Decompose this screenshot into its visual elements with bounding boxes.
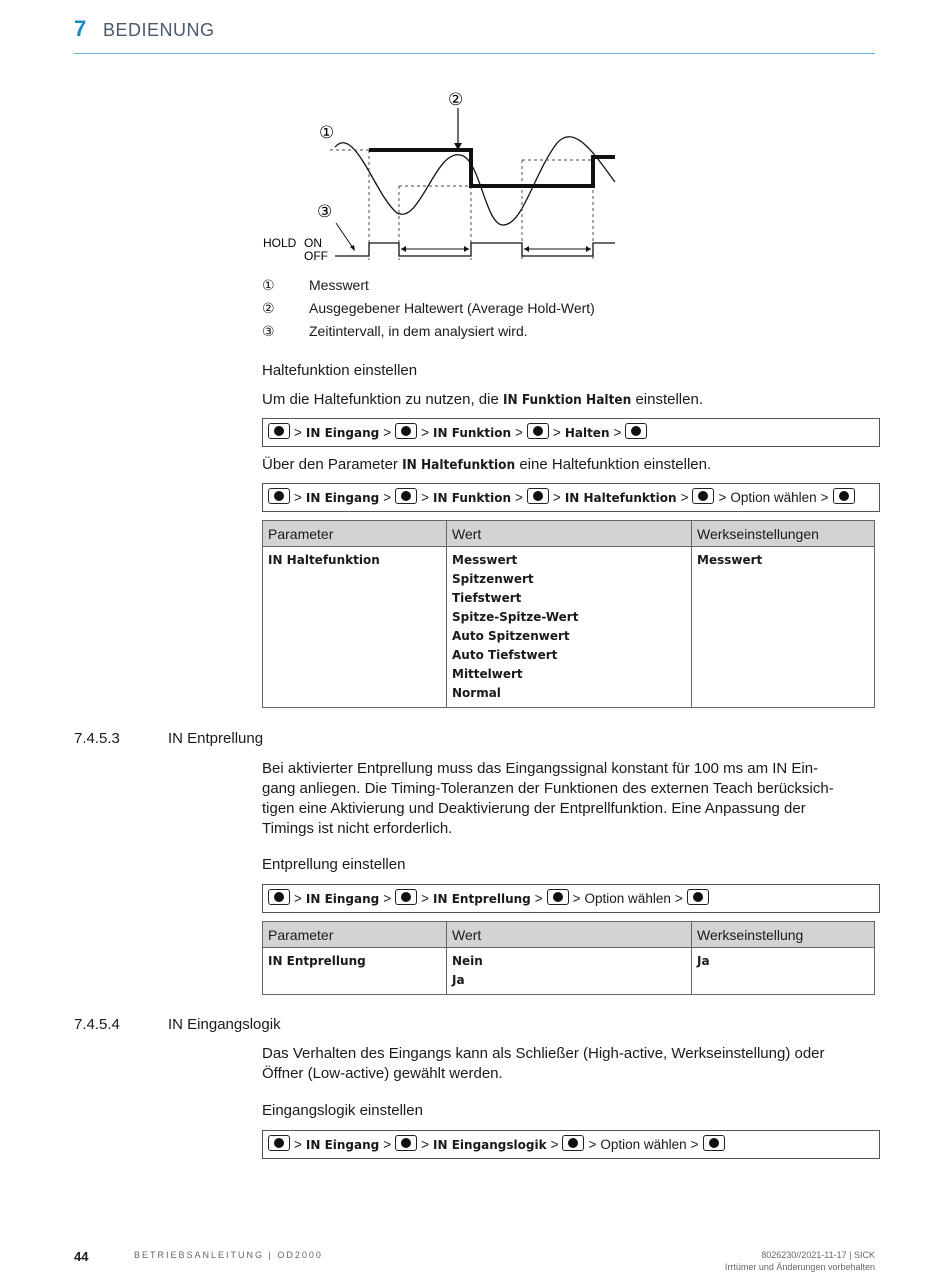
menu-path-hold-param: > IN Eingang > > IN Funktion > > IN Haltefunktion > > Option wählen > bbox=[262, 483, 880, 512]
table-row bbox=[263, 547, 875, 708]
column-header: Parameter bbox=[263, 521, 447, 547]
column-header: Wert bbox=[447, 521, 692, 547]
column-header: Werkseinstellung bbox=[692, 922, 875, 948]
footer-reference: 8026230//2021-11-17 | SICK bbox=[761, 1250, 875, 1260]
legend-symbol: ① bbox=[262, 277, 275, 293]
param-cell: IN Entprellung bbox=[263, 948, 447, 995]
default-cell: Messwert bbox=[692, 547, 875, 708]
enter-key-icon bbox=[562, 1135, 584, 1151]
section-title: IN Entprellung bbox=[168, 730, 264, 747]
enter-key-icon bbox=[268, 488, 290, 504]
hold-param-text: Über den Parameter IN Haltefunktion eine Haltefunktion einstellen. bbox=[262, 456, 712, 473]
legend-item bbox=[262, 277, 369, 294]
page-number: 44 bbox=[74, 1249, 89, 1264]
column-header: Wert bbox=[447, 922, 692, 948]
default-cell: Ja bbox=[692, 948, 875, 995]
input-logic-description: Das Verhalten des Eingangs kann als Schließer (High-active, Werkseinstellung) oder Öffner (Low-active) gewählt werden. bbox=[262, 1045, 825, 1082]
legend-symbol: ③ bbox=[262, 323, 275, 339]
enter-key-icon bbox=[268, 1135, 290, 1151]
diagram-marker-1: ① bbox=[319, 123, 335, 143]
enter-key-icon bbox=[687, 889, 709, 905]
chapter-title: BEDIENUNG bbox=[103, 20, 215, 40]
enter-key-icon bbox=[395, 889, 417, 905]
diagram-on-label: ON bbox=[304, 236, 322, 250]
enter-key-icon bbox=[268, 423, 290, 439]
enter-key-icon bbox=[395, 423, 417, 439]
hold-intro-text: Um die Haltefunktion zu nutzen, die IN Funktion Halten einstellen. bbox=[262, 391, 703, 408]
hold-parameter-table bbox=[262, 520, 875, 708]
column-header: Parameter bbox=[263, 922, 447, 948]
footer-document-title: BETRIEBSANLEITUNG | OD2000 bbox=[134, 1250, 323, 1260]
footer-disclaimer: Irrtümer und Änderungen vorbehalten bbox=[724, 1262, 875, 1272]
header-rule bbox=[74, 53, 875, 54]
enter-key-icon bbox=[547, 889, 569, 905]
section-number: 7.4.5.4 bbox=[74, 1016, 120, 1033]
value-cell: Messwert Spitzenwert Tiefstwert Spitze-Spitze-Wert Auto Spitzenwert Auto Tiefstwert Mittelwert Normal bbox=[447, 547, 692, 708]
chapter-number: 7 bbox=[74, 16, 87, 41]
hold-function-diagram bbox=[255, 85, 625, 270]
enter-key-icon bbox=[395, 1135, 417, 1151]
legend-text: Messwert bbox=[309, 277, 369, 293]
param-cell: IN Haltefunktion bbox=[263, 547, 447, 708]
hold-subheading: Haltefunktion einstellen bbox=[262, 362, 418, 379]
menu-path-input-logic: > IN Eingang > > IN Eingangslogik > > Option wählen > bbox=[262, 1130, 880, 1159]
legend-item bbox=[262, 300, 595, 317]
enter-key-icon bbox=[527, 423, 549, 439]
column-header: Werkseinstellungen bbox=[692, 521, 875, 547]
enter-key-icon bbox=[395, 488, 417, 504]
section-title: IN Eingangslogik bbox=[168, 1016, 281, 1033]
enter-key-icon bbox=[527, 488, 549, 504]
menu-path-debounce: > IN Eingang > > IN Entprellung > > Option wählen > bbox=[262, 884, 880, 913]
diagram-hold-label: HOLD bbox=[263, 236, 297, 250]
legend-item bbox=[262, 323, 528, 340]
hold-output-line bbox=[369, 150, 615, 186]
legend-text: Ausgegebener Haltewert (Average Hold-Wert) bbox=[309, 300, 595, 316]
table-row bbox=[263, 948, 875, 995]
diagram-marker-3: ③ bbox=[317, 202, 333, 222]
legend-text: Zeitintervall, in dem analysiert wird. bbox=[309, 323, 528, 339]
debounce-subheading: Entprellung einstellen bbox=[262, 856, 406, 873]
section-number: 7.4.5.3 bbox=[74, 730, 120, 747]
value-cell: Nein Ja bbox=[447, 948, 692, 995]
enter-key-icon bbox=[833, 488, 855, 504]
debounce-description: Bei aktivierter Entprellung muss das Eingangssignal konstant für 100 ms am IN Ein- gang anliegen. Die Timing-Toleranzen der Funktionen des externen Teach berücksich- tigen eine Aktivierung und Deaktivierung der Entprellfunktion. Eine Anpassung der Timings ist nicht erforderlich. bbox=[262, 760, 834, 837]
enter-key-icon bbox=[268, 889, 290, 905]
diagram-marker-2: ② bbox=[448, 90, 464, 110]
debounce-parameter-table bbox=[262, 921, 875, 995]
enter-key-icon bbox=[703, 1135, 725, 1151]
enter-key-icon bbox=[692, 488, 714, 504]
input-logic-subheading: Eingangslogik einstellen bbox=[262, 1102, 423, 1119]
legend-symbol: ② bbox=[262, 300, 275, 316]
menu-path-hold-function: > IN Eingang > > IN Funktion > > Halten > bbox=[262, 418, 880, 447]
diagram-off-label: OFF bbox=[304, 249, 328, 263]
enter-key-icon bbox=[625, 423, 647, 439]
